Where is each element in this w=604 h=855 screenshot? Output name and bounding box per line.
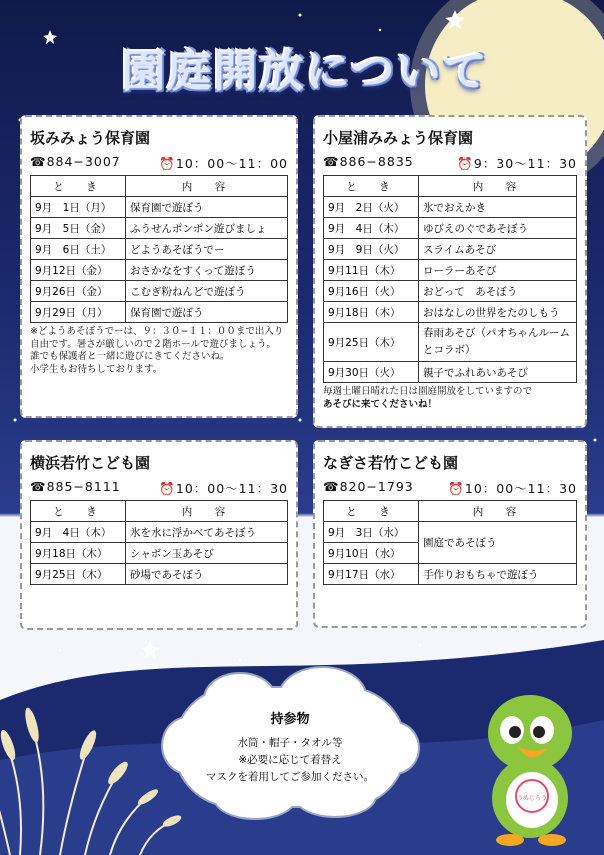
clock-icon: ⏰ [159, 156, 176, 171]
table-row: 9月 2日（火） 氷でおえかき [324, 197, 577, 218]
table-row: 9月25日（木） 春雨あそび（パオちゃんルームとコラボ） [324, 323, 577, 362]
card-sakamiyo [20, 115, 298, 418]
table-row: 9月 4日（木） 氷を水に浮かべてあそぼう [31, 522, 288, 543]
date-header: と き [324, 501, 419, 522]
table-row: 9月25日（木） 砂場であそぼう [31, 564, 288, 585]
table-row: 9月11日（木） ローラーあそび [324, 260, 577, 281]
contact-info [323, 154, 577, 172]
table-row: 9月29日（月） 保育園で遊ぼう [31, 302, 288, 323]
phone-number: 884−3007 [46, 154, 121, 169]
nursery-name: 小屋浦みみょう保育園 [323, 129, 474, 147]
table-row: 9月10日（水） [324, 543, 577, 564]
table-row: 9月16日（火） おどって あそぼう [324, 281, 577, 302]
nursery-name: 横浜若竹こども園 [30, 454, 151, 472]
open-time: 10：00～11：30 [175, 481, 288, 496]
table-row: 9月18日（木） おはなしの世界をたのしもう [324, 302, 577, 323]
phone-icon: ☎ [323, 479, 340, 494]
date-header: と き [31, 501, 126, 522]
date-header: と き [324, 176, 419, 197]
mascot-badge: うめじろう [516, 795, 548, 802]
nursery-name: 坂みみょう保育園 [30, 129, 151, 147]
content-header: 内 容 [419, 176, 577, 197]
table-row: 9月 6日（土） どようあそぼうでー [31, 239, 288, 260]
content-header: 内 容 [126, 501, 288, 522]
phone-number: 886−8835 [339, 154, 414, 169]
content-header: 内 容 [126, 176, 288, 197]
table-row: 9月26日（金） こむぎ粉ねんどで遊ぼう [31, 281, 288, 302]
bring-items-cloud [175, 688, 405, 806]
bring-line: ※必要に応じて着替え [238, 754, 342, 766]
table-row: 9月 3日（水） 園庭であそぼう [324, 522, 577, 543]
nursery-name: なぎさ若竹こども園 [323, 454, 459, 472]
schedule-table [30, 500, 288, 585]
contact-info [323, 479, 577, 497]
clock-icon: ⏰ [159, 481, 176, 496]
open-time: 9：30～11：30 [473, 156, 577, 171]
page-title: 園庭開放について [121, 46, 489, 97]
mascot-bird-illustration [470, 688, 590, 848]
note: 毎週土曜日晴れた日は園庭開放をしていますので あそびに来てくださいね！ [323, 386, 533, 410]
phone-icon: ☎ [323, 154, 340, 169]
table-row: 9月17日（水） 手作りおもちゃで遊ぼう [324, 564, 577, 585]
clock-icon: ⏰ [457, 156, 474, 171]
card-koyaura [313, 115, 587, 428]
schedule-table [323, 500, 577, 585]
table-row: 9月 9日（火） スライムあそび [324, 239, 577, 260]
table-row: 9月30日（火） 親子でふれあいあそび [324, 362, 577, 383]
table-row: 9月 4日（木） ゆびえのぐであそぼう [324, 218, 577, 239]
star-icon [43, 30, 57, 44]
phone-number: 885−8111 [46, 479, 121, 494]
bring-title: 持参物 [270, 712, 310, 727]
star-icon [140, 640, 160, 659]
clock-icon: ⏰ [448, 481, 465, 496]
table-row: 9月 1日（月） 保育園で遊ぼう [31, 197, 288, 218]
bring-line: 水筒・帽子・タオル等 [237, 737, 343, 749]
bring-line: マスクを着用してご参加ください。 [206, 771, 374, 783]
date-header: と き [31, 176, 126, 197]
phone-icon: ☎ [30, 154, 47, 169]
schedule-table [323, 175, 577, 383]
phone-number: 820−1793 [339, 479, 414, 494]
card-yokohama [20, 440, 298, 630]
phone-icon: ☎ [30, 479, 47, 494]
contact-info [30, 479, 288, 497]
content-header: 内 容 [419, 501, 577, 522]
card-nagisa [313, 440, 587, 628]
note: ※どようあそぼうでーは、９：３０−１１：００まで出入り自由です。暑さが厳しいので２階ホールで遊びましょう。 誰でも保護者と一緒に遊びにきてくださいね。 小学生もお待ちしております。 [30, 326, 284, 375]
table-row: 9月18日（木） シャボン玉あそび [31, 543, 288, 564]
open-time: 10：00～11：00 [175, 156, 288, 171]
contact-info [30, 154, 288, 172]
open-time: 10：00～11：30 [464, 481, 577, 496]
table-row: 9月12日（金） おさかなをすくって遊ぼう [31, 260, 288, 281]
schedule-table [30, 175, 288, 323]
table-row: 9月 5日（金） ふうせんポンポン遊びましょ [31, 218, 288, 239]
